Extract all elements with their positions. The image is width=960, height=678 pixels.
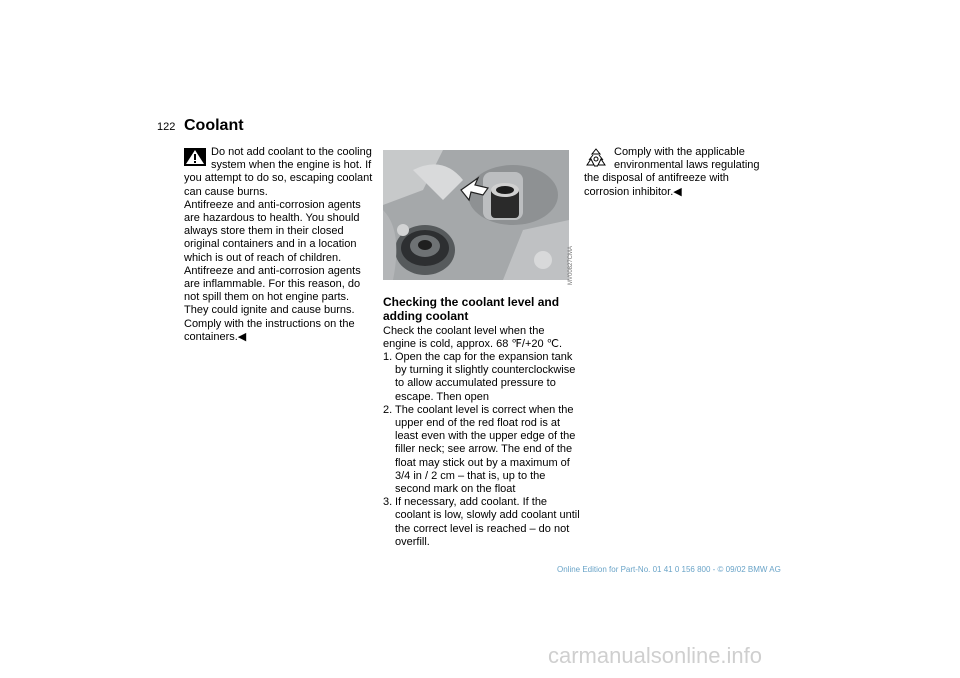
watermark: carmanualsonline.info <box>548 643 763 668</box>
footer-edition: Online Edition for Part-No. 01 41 0 156 800 - © 09/02 BMW AG <box>557 565 781 574</box>
step-text: The coolant level is correct when the upper end of the red float rod is at least even with the upper edge of the filler neck; see arrow. The end of the float may stick out by a maximum of 3/4 in / 2 cm – that is, up to the second mark on the float <box>395 403 576 496</box>
environment-text: Comply with the applicable environmental laws regulating the disposal of antifreeze with corrosion inhibitor.◀ <box>584 146 760 198</box>
step-number: 3. <box>383 496 393 509</box>
environment-note <box>584 146 776 199</box>
section-intro: Check the coolant level when the engine is cold, approx. 68 ℉/+20 ℃. <box>383 325 563 351</box>
expansion-tank-illustration <box>383 150 569 280</box>
page-number: 122 <box>157 121 176 133</box>
recycling-icon <box>584 148 608 168</box>
step-text: If necessary, add coolant. If the coolant is low, slowly add coolant until the correct level is reached – do not overfill. <box>395 496 580 548</box>
figure-code: MV00827CMA <box>568 245 574 285</box>
page-title: Coolant <box>184 117 244 134</box>
list-item <box>383 351 581 404</box>
step-number: 1. <box>383 351 393 363</box>
section-heading: Checking the coolant level and adding coolant <box>383 295 560 323</box>
warning-text-health: Antifreeze and anti-corrosion agents are hazardous to health. You should always store them in their closed original containers and in a location which is out of reach of children. Antifreeze and anti-corrosion agents are inflammable. For this reason, do not spill them on hot engine parts. They could ignite and cause burns. Comply with the instructions on the containers.◀ <box>184 198 361 343</box>
list-item <box>383 404 581 496</box>
step-text: Open the cap for the expansion tank by turning it slightly counterclockwise to allow accumulated pressure to escape. Then open <box>395 351 576 403</box>
step-number: 2. <box>383 403 393 416</box>
warning-note <box>184 146 376 344</box>
warning-text: Do not add coolant to the cooling system when the engine is hot. If you attempt to do so, escaping coolant can cause burns. <box>184 146 373 198</box>
step-list <box>383 351 581 549</box>
expansion-tank-photo <box>383 150 569 280</box>
warning-triangle-icon <box>184 148 206 166</box>
list-item <box>383 496 581 549</box>
